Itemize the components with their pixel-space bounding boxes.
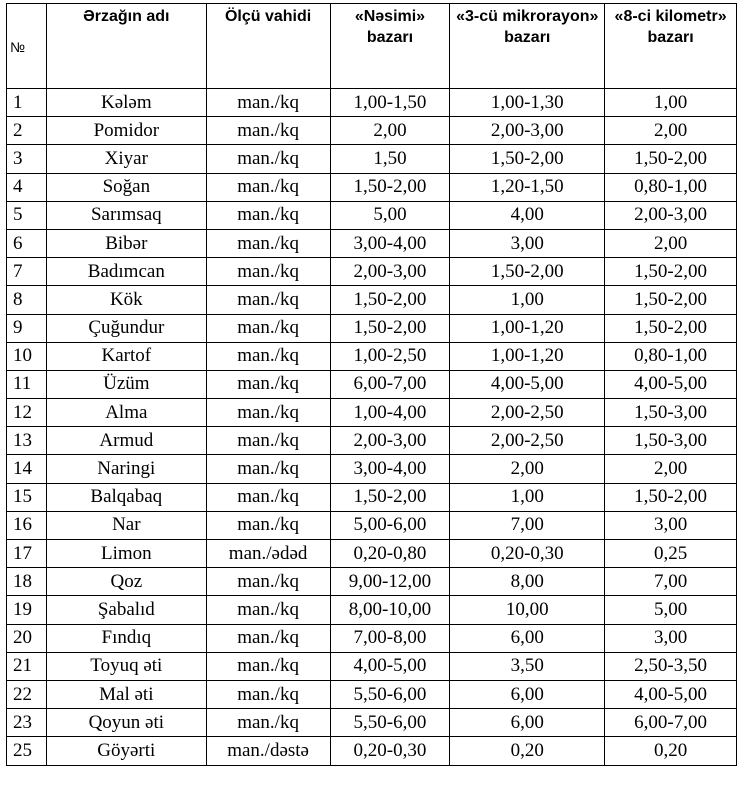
cell-product-name: Soğan [46, 173, 206, 201]
cell-number: 7 [7, 258, 47, 286]
table-row [7, 370, 737, 398]
cell-nasimi-price: 1,00-4,00 [330, 399, 450, 427]
cell-mikrorayon-price: 2,00 [450, 455, 605, 483]
table-row [7, 624, 737, 652]
cell-product-name: Fındıq [46, 624, 206, 652]
table-row [7, 652, 737, 680]
cell-kilometr-price: 4,00-5,00 [605, 370, 737, 398]
cell-number: 4 [7, 173, 47, 201]
cell-unit: man./kq [206, 229, 330, 257]
cell-mikrorayon-price: 8,00 [450, 568, 605, 596]
cell-nasimi-price: 1,50-2,00 [330, 314, 450, 342]
cell-product-name: Balqabaq [46, 483, 206, 511]
cell-nasimi-price: 1,50-2,00 [330, 173, 450, 201]
table-row [7, 596, 737, 624]
cell-mikrorayon-price: 1,20-1,50 [450, 173, 605, 201]
cell-product-name: Pomidor [46, 117, 206, 145]
cell-number: 13 [7, 427, 47, 455]
cell-product-name: Qoz [46, 568, 206, 596]
cell-kilometr-price: 1,50-2,00 [605, 145, 737, 173]
cell-kilometr-price: 3,00 [605, 624, 737, 652]
cell-kilometr-price: 5,00 [605, 596, 737, 624]
cell-unit: man./kq [206, 483, 330, 511]
cell-unit: man./kq [206, 680, 330, 708]
cell-product-name: Nar [46, 511, 206, 539]
cell-mikrorayon-price: 4,00 [450, 201, 605, 229]
cell-number: 22 [7, 680, 47, 708]
table-row [7, 709, 737, 737]
cell-kilometr-price: 0,25 [605, 540, 737, 568]
cell-number: 25 [7, 737, 47, 765]
table-row [7, 568, 737, 596]
cell-kilometr-price: 2,00 [605, 455, 737, 483]
cell-unit: man./kq [206, 258, 330, 286]
table-row [7, 427, 737, 455]
cell-nasimi-price: 2,00 [330, 117, 450, 145]
cell-kilometr-price: 0,80-1,00 [605, 173, 737, 201]
cell-product-name: Kök [46, 286, 206, 314]
table-row [7, 737, 737, 765]
table-row [7, 342, 737, 370]
cell-mikrorayon-price: 7,00 [450, 511, 605, 539]
cell-mikrorayon-price: 2,00-2,50 [450, 427, 605, 455]
cell-number: 3 [7, 145, 47, 173]
cell-nasimi-price: 0,20-0,80 [330, 540, 450, 568]
header-unit: Ölçü vahidi [206, 4, 330, 89]
cell-mikrorayon-price: 4,00-5,00 [450, 370, 605, 398]
cell-nasimi-price: 0,20-0,30 [330, 737, 450, 765]
table-row [7, 314, 737, 342]
cell-unit: man./kq [206, 145, 330, 173]
header-nasimi-market: «Nəsimi» bazarı [330, 4, 450, 89]
cell-mikrorayon-price: 3,50 [450, 652, 605, 680]
cell-unit: man./kq [206, 342, 330, 370]
cell-number: 21 [7, 652, 47, 680]
cell-kilometr-price: 0,80-1,00 [605, 342, 737, 370]
table-row [7, 89, 737, 117]
cell-number: 2 [7, 117, 47, 145]
cell-kilometr-price: 1,50-2,00 [605, 258, 737, 286]
table-row [7, 540, 737, 568]
cell-nasimi-price: 1,50-2,00 [330, 483, 450, 511]
header-row [7, 4, 737, 89]
cell-unit: man./kq [206, 117, 330, 145]
header-kilometr-market: «8-ci kilometr» bazarı [605, 4, 737, 89]
cell-number: 12 [7, 399, 47, 427]
cell-nasimi-price: 9,00-12,00 [330, 568, 450, 596]
header-product-name: Ərzağın adı [46, 4, 206, 89]
cell-unit: man./kq [206, 399, 330, 427]
price-table [6, 3, 737, 766]
cell-nasimi-price: 1,00-1,50 [330, 89, 450, 117]
cell-unit: man./ədəd [206, 540, 330, 568]
cell-unit: man./kq [206, 596, 330, 624]
cell-product-name: Mal əti [46, 680, 206, 708]
cell-kilometr-price: 1,50-2,00 [605, 314, 737, 342]
cell-nasimi-price: 1,50-2,00 [330, 286, 450, 314]
cell-mikrorayon-price: 0,20-0,30 [450, 540, 605, 568]
table-row [7, 680, 737, 708]
cell-nasimi-price: 2,00-3,00 [330, 427, 450, 455]
cell-product-name: Şabalıd [46, 596, 206, 624]
table-row [7, 399, 737, 427]
cell-kilometr-price: 4,00-5,00 [605, 680, 737, 708]
cell-unit: man./kq [206, 314, 330, 342]
cell-mikrorayon-price: 10,00 [450, 596, 605, 624]
cell-number: 14 [7, 455, 47, 483]
cell-unit: man./kq [206, 89, 330, 117]
cell-unit: man./kq [206, 427, 330, 455]
cell-nasimi-price: 1,50 [330, 145, 450, 173]
cell-kilometr-price: 2,50-3,50 [605, 652, 737, 680]
cell-number: 11 [7, 370, 47, 398]
cell-product-name: Göyərti [46, 737, 206, 765]
cell-number: 6 [7, 229, 47, 257]
cell-kilometr-price: 1,50-3,00 [605, 399, 737, 427]
cell-kilometr-price: 1,50-2,00 [605, 483, 737, 511]
cell-product-name: Alma [46, 399, 206, 427]
cell-kilometr-price: 1,50-3,00 [605, 427, 737, 455]
cell-product-name: Badımcan [46, 258, 206, 286]
cell-kilometr-price: 2,00 [605, 229, 737, 257]
table-body [7, 89, 737, 766]
cell-product-name: Kartof [46, 342, 206, 370]
cell-number: 5 [7, 201, 47, 229]
cell-nasimi-price: 4,00-5,00 [330, 652, 450, 680]
cell-kilometr-price: 1,50-2,00 [605, 286, 737, 314]
cell-number: 9 [7, 314, 47, 342]
table-row [7, 455, 737, 483]
cell-mikrorayon-price: 1,00-1,20 [450, 342, 605, 370]
cell-nasimi-price: 3,00-4,00 [330, 455, 450, 483]
cell-kilometr-price: 7,00 [605, 568, 737, 596]
table-row [7, 511, 737, 539]
cell-mikrorayon-price: 1,00 [450, 286, 605, 314]
cell-mikrorayon-price: 6,00 [450, 709, 605, 737]
cell-unit: man./kq [206, 652, 330, 680]
cell-nasimi-price: 5,50-6,00 [330, 709, 450, 737]
table-row [7, 173, 737, 201]
cell-mikrorayon-price: 1,50-2,00 [450, 145, 605, 173]
cell-product-name: Qoyun əti [46, 709, 206, 737]
cell-unit: man./kq [206, 201, 330, 229]
cell-product-name: Xiyar [46, 145, 206, 173]
cell-number: 10 [7, 342, 47, 370]
header-mikrorayon-market: «3-cü mikrorayon» bazarı [450, 4, 605, 89]
cell-mikrorayon-price: 6,00 [450, 680, 605, 708]
cell-number: 23 [7, 709, 47, 737]
cell-product-name: Bibər [46, 229, 206, 257]
header-number: № [7, 4, 47, 89]
cell-unit: man./kq [206, 370, 330, 398]
cell-kilometr-price: 0,20 [605, 737, 737, 765]
cell-product-name: Kələm [46, 89, 206, 117]
cell-number: 17 [7, 540, 47, 568]
cell-nasimi-price: 7,00-8,00 [330, 624, 450, 652]
cell-mikrorayon-price: 1,00 [450, 483, 605, 511]
table-header [7, 4, 737, 89]
cell-kilometr-price: 3,00 [605, 511, 737, 539]
table-row [7, 483, 737, 511]
cell-number: 20 [7, 624, 47, 652]
cell-unit: man./kq [206, 455, 330, 483]
cell-unit: man./kq [206, 511, 330, 539]
cell-product-name: Üzüm [46, 370, 206, 398]
cell-nasimi-price: 3,00-4,00 [330, 229, 450, 257]
cell-product-name: Armud [46, 427, 206, 455]
cell-mikrorayon-price: 6,00 [450, 624, 605, 652]
table-row [7, 201, 737, 229]
table-row [7, 117, 737, 145]
cell-mikrorayon-price: 2,00-3,00 [450, 117, 605, 145]
table-row [7, 229, 737, 257]
cell-nasimi-price: 1,00-2,50 [330, 342, 450, 370]
cell-product-name: Limon [46, 540, 206, 568]
cell-unit: man./kq [206, 709, 330, 737]
cell-number: 18 [7, 568, 47, 596]
cell-mikrorayon-price: 1,00-1,30 [450, 89, 605, 117]
cell-nasimi-price: 5,00-6,00 [330, 511, 450, 539]
table-row [7, 286, 737, 314]
table-row [7, 258, 737, 286]
cell-product-name: Çuğundur [46, 314, 206, 342]
cell-kilometr-price: 1,00 [605, 89, 737, 117]
cell-number: 1 [7, 89, 47, 117]
cell-nasimi-price: 6,00-7,00 [330, 370, 450, 398]
cell-product-name: Toyuq əti [46, 652, 206, 680]
cell-unit: man./kq [206, 286, 330, 314]
cell-mikrorayon-price: 2,00-2,50 [450, 399, 605, 427]
cell-product-name: Naringi [46, 455, 206, 483]
cell-kilometr-price: 2,00 [605, 117, 737, 145]
cell-number: 16 [7, 511, 47, 539]
cell-unit: man./dəstə [206, 737, 330, 765]
cell-nasimi-price: 5,50-6,00 [330, 680, 450, 708]
cell-mikrorayon-price: 1,50-2,00 [450, 258, 605, 286]
cell-number: 19 [7, 596, 47, 624]
cell-unit: man./kq [206, 624, 330, 652]
cell-nasimi-price: 8,00-10,00 [330, 596, 450, 624]
cell-nasimi-price: 2,00-3,00 [330, 258, 450, 286]
cell-kilometr-price: 6,00-7,00 [605, 709, 737, 737]
cell-mikrorayon-price: 0,20 [450, 737, 605, 765]
cell-mikrorayon-price: 3,00 [450, 229, 605, 257]
table-row [7, 145, 737, 173]
cell-mikrorayon-price: 1,00-1,20 [450, 314, 605, 342]
cell-unit: man./kq [206, 568, 330, 596]
cell-number: 8 [7, 286, 47, 314]
cell-number: 15 [7, 483, 47, 511]
cell-kilometr-price: 2,00-3,00 [605, 201, 737, 229]
cell-product-name: Sarımsaq [46, 201, 206, 229]
cell-nasimi-price: 5,00 [330, 201, 450, 229]
cell-unit: man./kq [206, 173, 330, 201]
